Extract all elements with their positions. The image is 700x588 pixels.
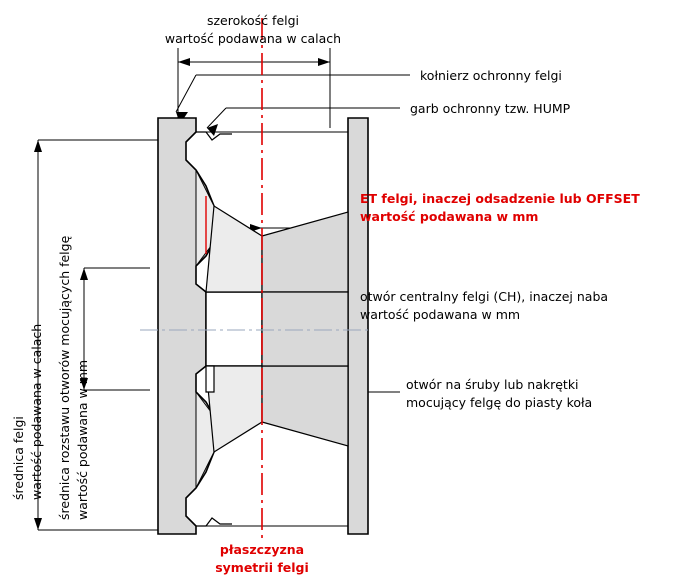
label-symmetry-plane-line2: symetrii felgi [215,560,309,576]
label-bolt-hole [406,376,592,412]
label-symmetry-plane-line1: płaszczyzna [219,542,305,557]
label-center-bore-line2: wartość podawana w mm [360,307,521,323]
rim-profile [158,118,368,534]
label-pcd [56,236,92,520]
label-et-offset [360,190,640,226]
label-et-line2: wartość podawana w mm [360,209,539,225]
label-rim-width-line2: wartość podawana w calach [164,31,342,47]
label-rim-diameter-line2: wartość podawana w calach [29,323,45,500]
label-flange: kołnierz ochronny felgi [420,68,562,83]
label-symmetry-plane [192,541,332,577]
label-bolt-hole-line1: otwór na śruby lub nakrętki [406,377,579,392]
label-rim-diameter [10,324,46,500]
label-pcd-line2: wartość podawana w mm [75,359,91,520]
label-et-line1: ET felgi, inaczej odsadzenie lub OFFSET [360,191,640,206]
label-rim-width-line1: szerokość felgi [206,13,300,28]
label-rim-diameter-line1: średnica felgi [11,416,26,500]
label-rim-width [148,12,358,48]
label-center-bore-line1: otwór centralny felgi (CH), inaczej naba [360,289,609,304]
label-hump: garb ochronny tzw. HUMP [410,101,571,116]
label-pcd-line1: średnica rozstawu otworów mocujących felgę [57,235,72,520]
label-center-bore [360,288,608,324]
label-bolt-hole-line2: mocujący felgę do piasty koła [406,395,593,411]
